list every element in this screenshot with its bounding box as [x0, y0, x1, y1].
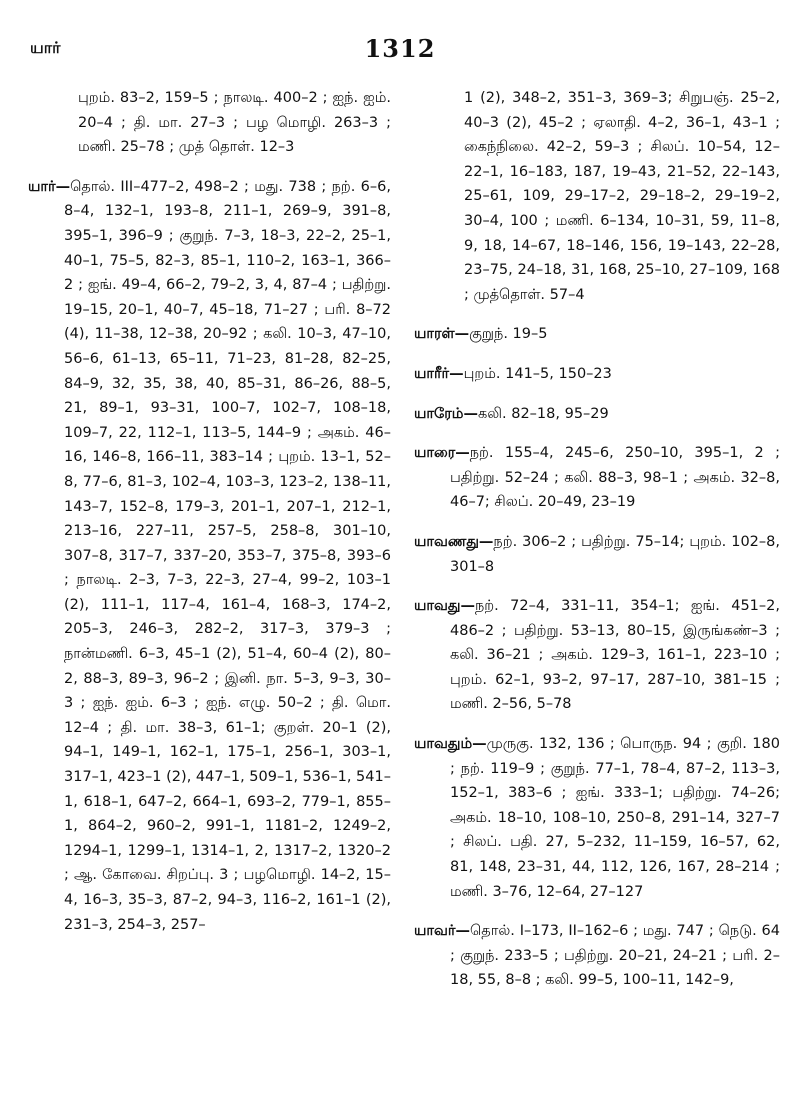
- index-entry: [414, 919, 780, 993]
- entry-headword: யாரள்—: [414, 326, 470, 343]
- entry-references: நற். 72–4, 331–11, 354–1; ஐங். 451–2, 486–2 ; பதிற்று. 53–13, 80–15, இருங்கண்–3 ; கலி. 36–21 ; அகம். 129–3, 161–1, 223–10 ; புறம். 62–1, 93–2, 97–17, 287–10, 381–15 ; மணி. 2–56, 5–78: [450, 598, 780, 713]
- page-header: [0, 0, 800, 70]
- entry-references: குறுந். 19–5: [469, 326, 548, 343]
- entry-references: தொல். I–173, II–162–6 ; மது. 747 ; நெடு. 64 ; குறுந். 233–5 ; பதிற்று. 20–21, 24–21 ; பரி. 2–18, 55, 8–8 ; கலி. 99–5, 100–11, 142–9,: [450, 923, 780, 989]
- page-number: 1312: [364, 34, 436, 63]
- entry-headword: யாரேம்—: [414, 405, 478, 422]
- index-entry: [414, 594, 780, 717]
- index-entry: [414, 402, 780, 427]
- entry-references: புறம். 141–5, 150–23: [463, 365, 612, 382]
- entry-references: தொல். III–477–2, 498–2 ; மது. 738 ; நற். 6–6, 8–4, 132–1, 193–8, 211–1, 269–9, 391–8, 395–1, 396–9 ; குறுந். 7–3, 18–3, 22–2, 25–1, 40–1, 75–5, 82–3, 85–1, 110–2, 163–1, 366–2 ; ஐங். 49–4, 66–2, 79–2, 3, 4, 87–4 ; பதிற்று. 19–15, 20–1, 40–7, 45–18, 71–27 ; பரி. 8–72 (4), 11–38, 12–38, 20–92 ; கலி. 10–3, 47–10, 56–6, 61–13, 65–11, 71–23, 81–28, 82–25, 84–9, 32, 35, 38, 40, 85–31, 86–26, 88–5, 21, 89–1, 93–31, 100–7, 102–7, 108–18, 109–7, 22, 112–1, 113–5, 144–9 ; அகம். 46–16, 146–8, 166–11, 383–14 ; புறம். 13–1, 52–8, 77–6, 81–3, 102–4, 103–3, 123–2, 138–11, 143–7, 152–8, 179–3, 201–1, 207–1, 212–1, 213–16, 227–11, 257–5, 258–8, 301–10, 307–8, 317–7, 337–20, 353–7, 375–8, 393–6 ; நாலடி. 2–3, 7–3, 22–3, 27–4, 99–2, 103–1 (2), 111–1, 117–4, 161–4, 168–3, 174–2, 205–3, 246–3, 282–2, 317–3, 379–3 ; நான்மணி. 6–3, 45–1 (2), 51–4, 60–4 (2), 80–2, 88–3, 89–3, 96–2 ; இனி. நா. 5–3, 9–3, 30–3 ; ஐந். ஐம். 6–3 ; ஐந். எழு. 50–2 ; தி. மொ. 12–4 ; தி. மா. 38–3, 61–1; குறள். 20–1 (2), 94–1, 149–1, 162–1, 175–1, 256–1, 303–1, 317–1, 423–1 (2), 447–1, 509–1, 536–1, 541–1, 618–1, 647–2, 664–1, 693–2, 779–1, 855–1, 864–2, 960–2, 991–1, 1181–2, 1249–2, 1294–1, 1299–1, 1314–1, 2, 1317–2, 1320–2 ; ஆ. கோவை. சிறப்பு. 3 ; பழமொழி. 14–2, 15–4, 16–3, 35–3, 87–2, 94–3, 116–2, 161–1 (2), 231–3, 254–3, 257–: [64, 178, 391, 933]
- entry-headword: யாவதும்—: [414, 736, 487, 753]
- index-entry: [414, 732, 780, 904]
- entry-references: முருகு. 132, 136 ; பொருந. 94 ; குறி. 180 ; நற். 119–9 ; குறுந். 77–1, 78–4, 87–2, 113–3, 152–1, 383–6 ; ஐங். 333–1; பதிற்று. 74–26; அகம். 18–10, 108–10, 250–8, 291–14, 327–7 ; சிலப். பதி. 27, 5–232, 11–159, 16–57, 62, 81, 148, 23–31, 44, 112, 126, 167, 28–214 ; மணி. 3–76, 12–64, 27–127: [450, 736, 780, 900]
- entry-references: புறம். 83–2, 159–5 ; நாலடி. 400–2 ; ஐந். ஐம். 20–4 ; தி. மா. 27–3 ; பழ மொழி. 263–3 ; மணி. 25–78 ; முத் தொள். 12–3: [78, 90, 391, 156]
- entry-headword: யாவது—: [414, 598, 475, 615]
- index-entry: [414, 322, 780, 347]
- entry-headword: யாரீர்—: [414, 365, 464, 382]
- index-entry: [414, 362, 780, 387]
- index-entry: [28, 175, 391, 937]
- entry-headword: யாவர்—: [414, 923, 470, 940]
- entry-references: 1 (2), 348–2, 351–3, 369–3; சிறுபஞ். 25–2, 40–3 (2), 45–2 ; ஏலாதி. 4–2, 36–1, 43–1 ; கைந்நிலை. 42–2, 59–3 ; சிலப். 10–54, 12–22–1, 16–183, 187, 19–43, 21–52, 22–143, 25–61, 109, 29–17–2, 29–18–2, 29–19–2, 30–4, 100 ; மணி. 6–134, 10–31, 59, 11–8, 9, 18, 14–67, 18–146, 156, 19–143, 22–28, 23–75, 24–18, 31, 168, 25–10, 27–109, 168 ; முத்தொள். 57–4: [464, 90, 780, 303]
- index-entry: [414, 530, 780, 579]
- entry-headword: யாரை—: [414, 445, 470, 462]
- running-headword: யார்: [30, 38, 61, 57]
- left-column: [28, 86, 391, 952]
- entry-headword: யார்—: [28, 178, 71, 195]
- entry-headword: யாவணது—: [414, 533, 494, 550]
- entry-references: நற். 155–4, 245–6, 250–10, 395–1, 2 ; பதிற்று. 52–24 ; கலி. 88–3, 98–1 ; அகம். 32–8, 46–7; சிலப். 20–49, 23–19: [450, 445, 780, 511]
- entry-references: நற். 306–2 ; பதிற்று. 75–14; புறம். 102–8, 301–8: [450, 533, 780, 575]
- index-entry: [414, 441, 780, 515]
- index-entry: [414, 86, 780, 307]
- index-entry: [28, 86, 391, 160]
- right-column: [414, 86, 780, 1008]
- entry-references: கலி. 82–18, 95–29: [477, 405, 609, 422]
